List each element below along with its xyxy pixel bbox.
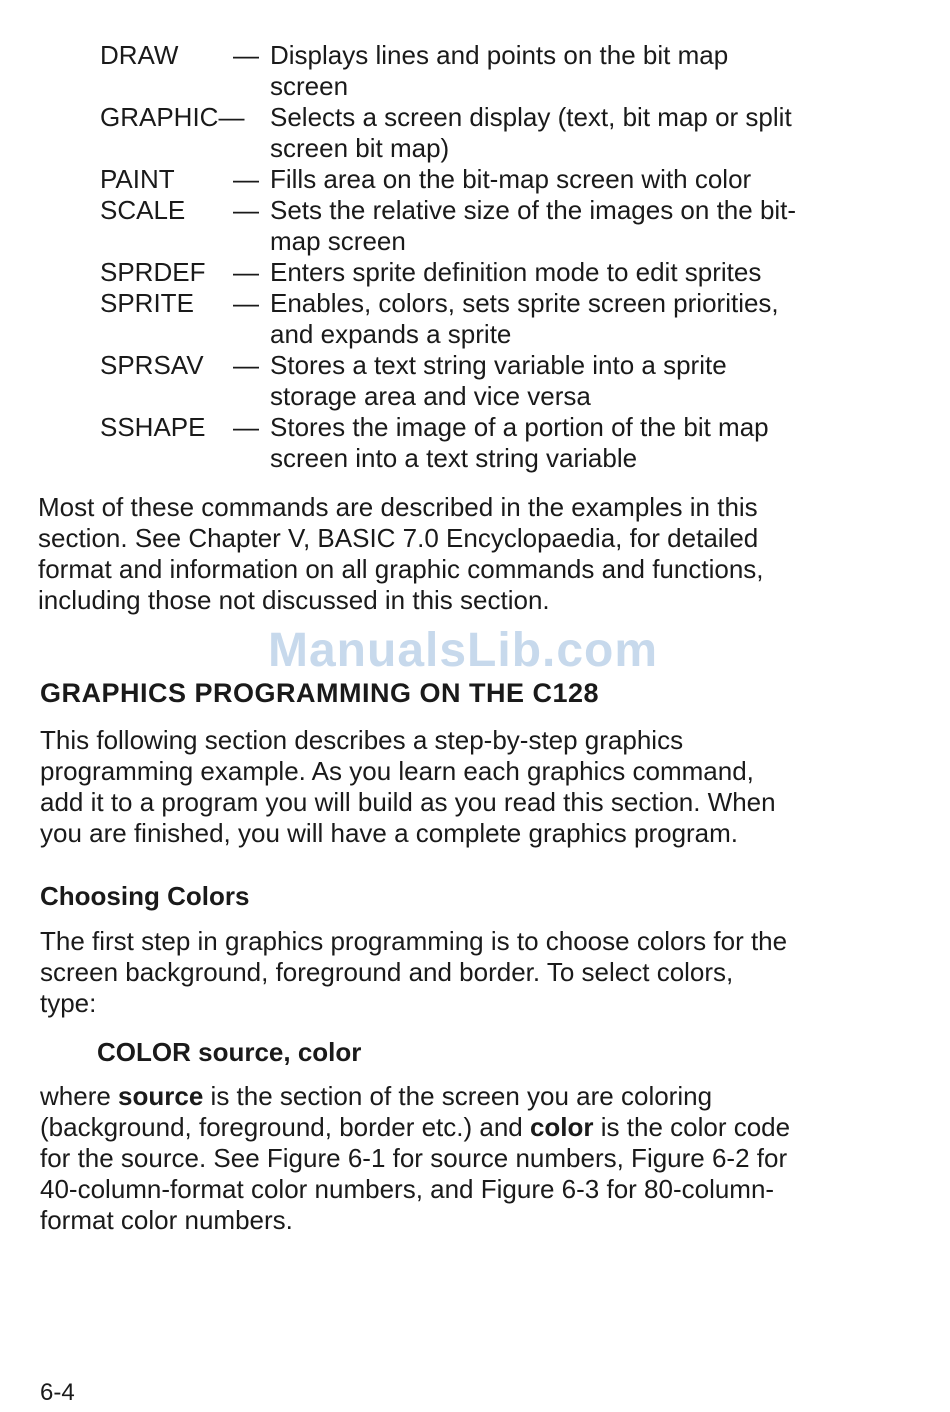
paragraph-line: format color numbers.: [40, 1205, 293, 1235]
description-line: Fills area on the bit-map screen with color: [270, 164, 752, 194]
command-row-sshape: [100, 412, 900, 474]
command-row-sprsav: [100, 350, 900, 412]
where-paragraph: [40, 1081, 910, 1236]
paragraph-line: This following section describes a step-by-step graphics: [40, 725, 684, 755]
command-name: GRAPHIC—: [100, 102, 245, 132]
command-name: SCALE: [100, 195, 186, 225]
text-run: is the section of the screen you are coloring: [203, 1081, 713, 1111]
section-paragraph: [40, 725, 900, 849]
syntax-line: COLOR source, color: [97, 1037, 362, 1067]
command-dash: —: [233, 412, 259, 442]
command-row-draw: [100, 40, 900, 102]
description-line: screen into a text string variable: [270, 443, 638, 473]
command-row-sprite: [100, 288, 900, 350]
paragraph-line: you are finished, you will have a complete graphics program.: [40, 818, 739, 848]
paragraph-line: Most of these commands are described in the examples in this: [38, 492, 758, 522]
subheading: Choosing Colors: [40, 881, 250, 911]
description-line: Selects a screen display (text, bit map or split: [270, 102, 792, 132]
bold-term-source: source: [118, 1081, 204, 1111]
command-dash: —: [233, 40, 259, 70]
command-description: [270, 350, 900, 412]
paragraph-line: section. See Chapter V, BASIC 7.0 Encyclopaedia, for detailed: [38, 523, 759, 553]
bold-term-color: color: [529, 1112, 594, 1142]
command-name: SPRITE: [100, 288, 194, 318]
description-line: map screen: [270, 226, 406, 256]
command-row-sprdef: [100, 257, 900, 288]
paragraph-line: programming example. As you learn each graphics command,: [40, 756, 754, 786]
paragraph-line: The first step in graphics programming is to choose colors for the: [40, 926, 788, 956]
command-list: [100, 40, 900, 474]
colors-paragraph: [40, 926, 900, 1019]
command-description: [270, 40, 900, 102]
paragraph-line: including those not discussed in this section.: [38, 585, 550, 615]
text-run: (background, foreground, border etc.) and: [40, 1112, 530, 1142]
command-name: DRAW: [100, 40, 179, 70]
command-dash: —: [233, 257, 259, 287]
description-line: Displays lines and points on the bit map: [270, 40, 729, 70]
command-dash: —: [233, 288, 259, 318]
command-row-paint: [100, 164, 900, 195]
command-description: [270, 288, 900, 350]
command-dash: —: [233, 195, 259, 225]
text-run: where: [40, 1081, 119, 1111]
description-line: storage area and vice versa: [270, 381, 591, 411]
command-dash: —: [233, 164, 259, 194]
section-title: GRAPHICS PROGRAMMING ON THE C128: [40, 678, 600, 708]
command-description: [270, 195, 900, 257]
paragraph-line: add it to a program you will build as you read this section. When: [40, 787, 776, 817]
command-dash: —: [233, 350, 259, 380]
paragraph-line: screen background, foreground and border. To select colors,: [40, 957, 734, 987]
page-number: 6-4: [40, 1379, 75, 1406]
paragraph-line: type:: [40, 988, 97, 1018]
command-row-scale: [100, 195, 900, 257]
description-line: screen: [270, 71, 349, 101]
paragraph-line: for the source. See Figure 6-1 for source numbers, Figure 6-2 for: [40, 1143, 788, 1173]
description-line: screen bit map): [270, 133, 450, 163]
description-line: Stores the image of a portion of the bit map: [270, 412, 769, 442]
intro-paragraph: [38, 492, 898, 616]
description-line: Enables, colors, sets sprite screen priorities,: [270, 288, 779, 318]
text-run: is the color code: [593, 1112, 791, 1142]
command-description: [270, 164, 900, 195]
command-row-graphic: [100, 102, 900, 164]
command-name: SSHAPE: [100, 412, 206, 442]
command-name: SPRDEF: [100, 257, 206, 287]
watermark: ManualsLib.com: [268, 624, 659, 677]
command-description: [270, 412, 900, 474]
description-line: and expands a sprite: [270, 319, 512, 349]
command-description: [270, 257, 900, 288]
command-name: PAINT: [100, 164, 175, 194]
description-line: Sets the relative size of the images on the bit-: [270, 195, 797, 225]
description-line: Stores a text string variable into a sprite: [270, 350, 727, 380]
paragraph-line: format and information on all graphic commands and functions,: [38, 554, 764, 584]
paragraph-line: 40-column-format color numbers, and Figure 6-3 for 80-column-: [40, 1174, 775, 1204]
command-description: [270, 102, 900, 164]
description-line: Enters sprite definition mode to edit sprites: [270, 257, 762, 287]
command-name: SPRSAV: [100, 350, 204, 380]
